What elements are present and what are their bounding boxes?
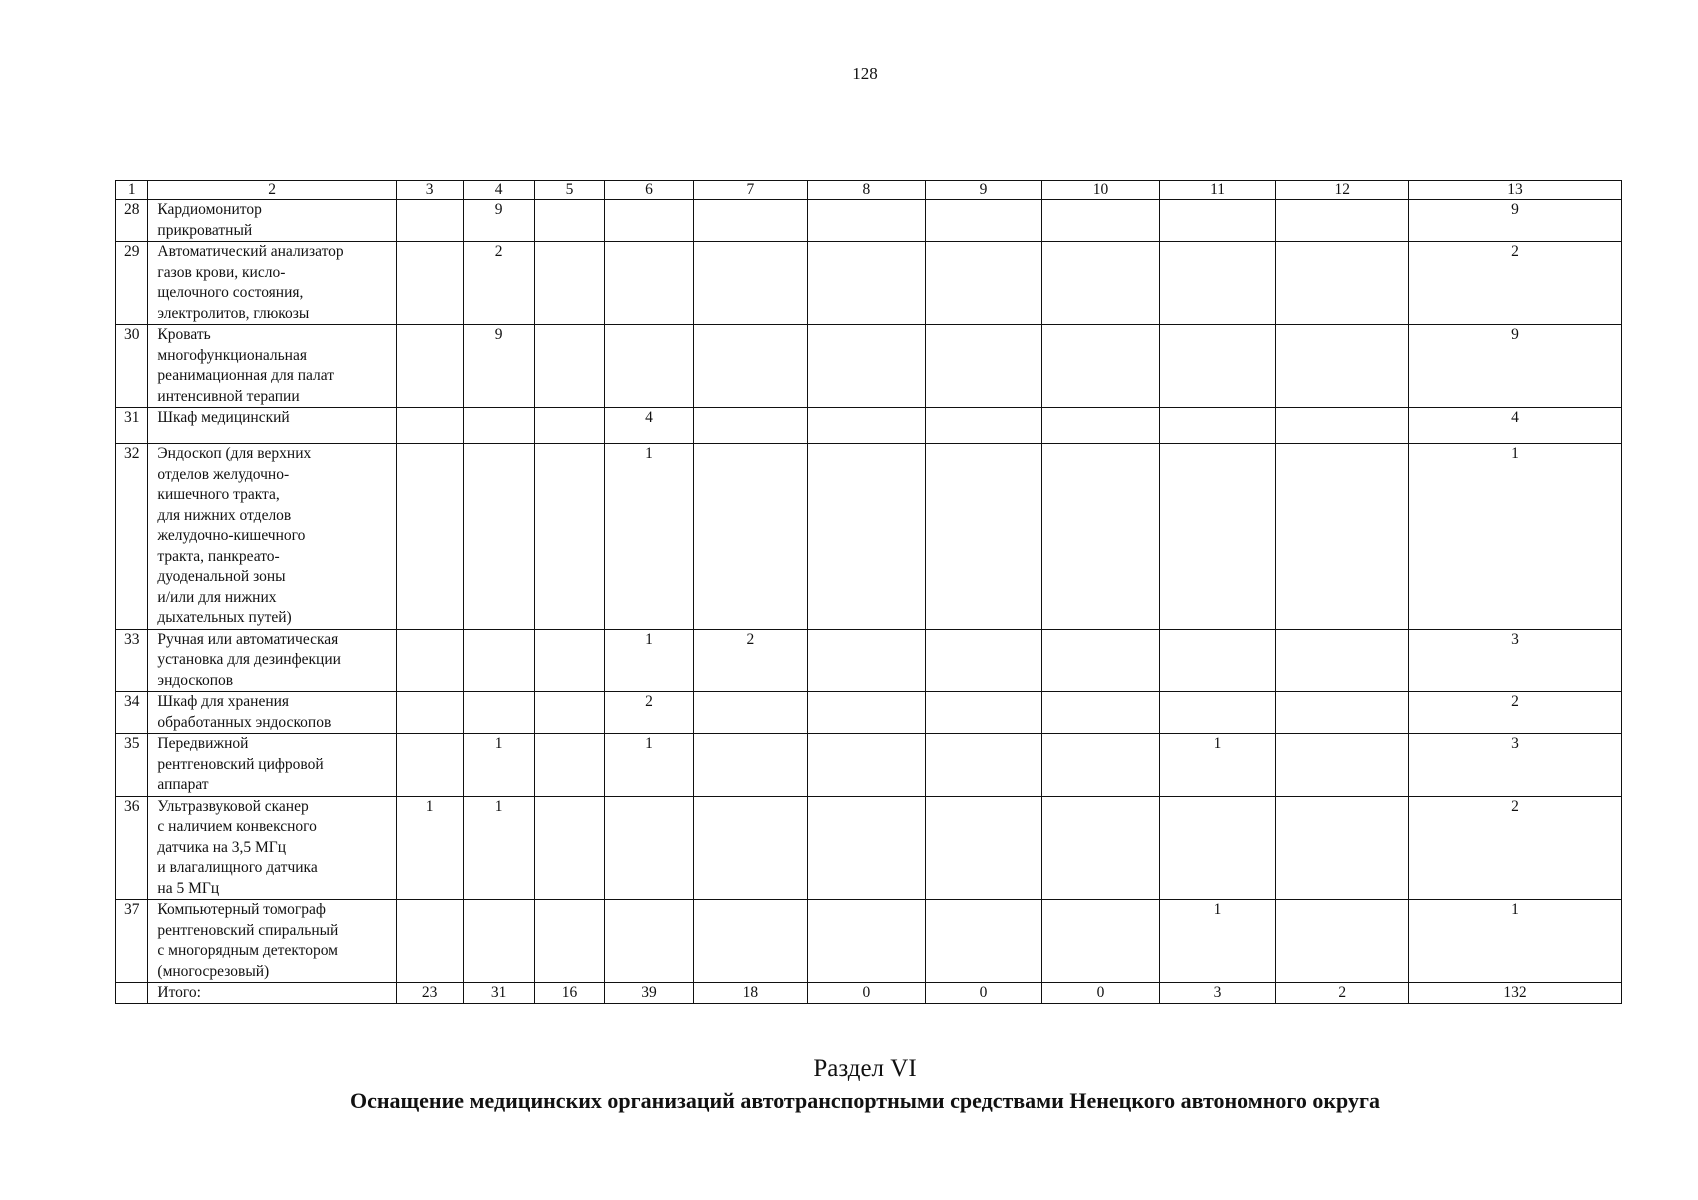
quantity-cell xyxy=(605,242,693,325)
quantity-cell xyxy=(693,692,808,734)
page-number: 128 xyxy=(852,64,878,83)
quantity-cell xyxy=(808,692,926,734)
quantity-cell xyxy=(1042,200,1160,242)
quantity-cell xyxy=(463,629,534,692)
quantity-cell xyxy=(1276,692,1409,734)
row-number-cell: 31 xyxy=(116,408,148,444)
quantity-cell: 9 xyxy=(463,200,534,242)
row-number-cell: 33 xyxy=(116,629,148,692)
equipment-name-cell: Компьютерный томограф рентгеновский спиральный с многорядным детектором (многосрезовый) xyxy=(148,900,396,983)
quantity-cell xyxy=(534,242,605,325)
table-row xyxy=(116,242,1622,325)
quantity-cell xyxy=(1159,408,1276,444)
quantity-cell xyxy=(1042,629,1160,692)
quantity-cell xyxy=(808,796,926,900)
total-cell: 18 xyxy=(693,983,808,1004)
quantity-cell: 2 xyxy=(693,629,808,692)
quantity-cell xyxy=(396,242,463,325)
quantity-cell xyxy=(925,242,1042,325)
quantity-cell xyxy=(396,692,463,734)
row-number-cell: 28 xyxy=(116,200,148,242)
equipment-name-cell: Ультразвуковой сканер с наличием конвексного датчика на 3,5 МГц и влагалищного датчика на 5 МГц xyxy=(148,796,396,900)
row-number-cell: 30 xyxy=(116,325,148,408)
table-row xyxy=(116,692,1622,734)
header-cell: 6 xyxy=(605,181,693,200)
quantity-cell xyxy=(1276,796,1409,900)
header-cell: 7 xyxy=(693,181,808,200)
quantity-cell xyxy=(396,408,463,444)
equipment-name-cell: Эндоскоп (для верхних отделов желудочно- кишечного тракта, для нижних отделов желудочно-кишечного тракта, панкреато- дуоденальной зоны и/или для нижних дыхательных путей) xyxy=(148,444,396,630)
row-number-cell: 34 xyxy=(116,692,148,734)
quantity-cell: 4 xyxy=(605,408,693,444)
total-cell: 39 xyxy=(605,983,693,1004)
total-cell: 23 xyxy=(396,983,463,1004)
quantity-cell xyxy=(925,796,1042,900)
equipment-name-cell: Автоматический анализатор газов крови, кисло- щелочного состояния, электролитов, глюкозы xyxy=(148,242,396,325)
quantity-cell: 1 xyxy=(605,734,693,797)
section-title: Раздел VI xyxy=(813,1055,917,1082)
equipment-name-cell: Шкаф для хранения обработанных эндоскопов xyxy=(148,692,396,734)
quantity-cell xyxy=(1276,629,1409,692)
quantity-cell xyxy=(396,734,463,797)
equipment-name-cell: Кардиомонитор прикроватный xyxy=(148,200,396,242)
quantity-cell xyxy=(1042,242,1160,325)
quantity-cell xyxy=(605,325,693,408)
total-cell: 2 xyxy=(1276,983,1409,1004)
quantity-cell xyxy=(693,242,808,325)
quantity-cell xyxy=(463,408,534,444)
header-cell: 3 xyxy=(396,181,463,200)
total-cell xyxy=(116,983,148,1004)
quantity-cell xyxy=(1159,242,1276,325)
quantity-cell: 2 xyxy=(605,692,693,734)
quantity-cell xyxy=(808,444,926,630)
quantity-cell xyxy=(1276,200,1409,242)
quantity-cell: 1 xyxy=(396,796,463,900)
quantity-cell xyxy=(808,900,926,983)
quantity-cell xyxy=(693,200,808,242)
quantity-cell: 2 xyxy=(1409,242,1622,325)
quantity-cell xyxy=(534,629,605,692)
quantity-cell xyxy=(534,692,605,734)
quantity-cell: 3 xyxy=(1409,629,1622,692)
quantity-cell xyxy=(1276,900,1409,983)
quantity-cell xyxy=(693,325,808,408)
quantity-cell xyxy=(1042,796,1160,900)
table-row xyxy=(116,629,1622,692)
quantity-cell xyxy=(534,734,605,797)
quantity-cell xyxy=(396,444,463,630)
quantity-cell xyxy=(1042,734,1160,797)
total-row xyxy=(116,983,1622,1004)
table-row xyxy=(116,734,1622,797)
quantity-cell xyxy=(1042,408,1160,444)
quantity-cell: 3 xyxy=(1409,734,1622,797)
table-row xyxy=(116,325,1622,408)
table-row xyxy=(116,200,1622,242)
quantity-cell: 1 xyxy=(1409,900,1622,983)
quantity-cell xyxy=(693,408,808,444)
total-cell: 0 xyxy=(808,983,926,1004)
quantity-cell xyxy=(808,629,926,692)
quantity-cell xyxy=(808,734,926,797)
equipment-name-cell: Ручная или автоматическая установка для дезинфекции эндоскопов xyxy=(148,629,396,692)
quantity-cell xyxy=(1276,325,1409,408)
header-cell: 5 xyxy=(534,181,605,200)
quantity-cell xyxy=(1276,242,1409,325)
quantity-cell xyxy=(1042,900,1160,983)
quantity-cell: 1 xyxy=(605,629,693,692)
header-cell: 12 xyxy=(1276,181,1409,200)
total-cell: 3 xyxy=(1159,983,1276,1004)
quantity-cell xyxy=(1159,200,1276,242)
quantity-cell xyxy=(534,200,605,242)
quantity-cell xyxy=(1159,796,1276,900)
quantity-cell xyxy=(808,408,926,444)
quantity-cell xyxy=(1276,408,1409,444)
quantity-cell xyxy=(925,629,1042,692)
quantity-cell: 9 xyxy=(1409,325,1622,408)
equipment-table xyxy=(115,180,1622,1004)
quantity-cell: 1 xyxy=(605,444,693,630)
table-row xyxy=(116,900,1622,983)
quantity-cell xyxy=(605,796,693,900)
quantity-cell xyxy=(1042,692,1160,734)
equipment-name-cell: Кровать многофункциональная реанимационная для палат интенсивной терапии xyxy=(148,325,396,408)
quantity-cell xyxy=(925,325,1042,408)
total-cell: 0 xyxy=(925,983,1042,1004)
row-number-cell: 37 xyxy=(116,900,148,983)
quantity-cell xyxy=(693,444,808,630)
quantity-cell xyxy=(925,444,1042,630)
equipment-name-cell: Передвижной рентгеновский цифровой аппарат xyxy=(148,734,396,797)
row-number-cell: 29 xyxy=(116,242,148,325)
quantity-cell: 1 xyxy=(463,796,534,900)
quantity-cell xyxy=(1159,629,1276,692)
quantity-cell xyxy=(1276,444,1409,630)
header-cell: 11 xyxy=(1159,181,1276,200)
quantity-cell: 2 xyxy=(1409,692,1622,734)
quantity-cell: 2 xyxy=(1409,796,1622,900)
quantity-cell xyxy=(1042,444,1160,630)
quantity-cell xyxy=(1276,734,1409,797)
quantity-cell xyxy=(925,900,1042,983)
quantity-cell: 1 xyxy=(1159,900,1276,983)
row-number-cell: 35 xyxy=(116,734,148,797)
section-subtitle: Оснащение медицинских организаций автотранспортными средствами Ненецкого автономного округа xyxy=(350,1088,1380,1113)
header-cell: 9 xyxy=(925,181,1042,200)
total-cell: 16 xyxy=(534,983,605,1004)
quantity-cell: 2 xyxy=(463,242,534,325)
quantity-cell xyxy=(463,900,534,983)
quantity-cell xyxy=(1042,325,1160,408)
row-number-cell: 32 xyxy=(116,444,148,630)
quantity-cell xyxy=(534,325,605,408)
header-cell: 1 xyxy=(116,181,148,200)
table-row xyxy=(116,444,1622,630)
quantity-cell xyxy=(808,242,926,325)
quantity-cell xyxy=(396,325,463,408)
quantity-cell xyxy=(808,325,926,408)
quantity-cell xyxy=(925,408,1042,444)
header-cell: 10 xyxy=(1042,181,1160,200)
quantity-cell xyxy=(693,900,808,983)
header-cell: 8 xyxy=(808,181,926,200)
quantity-cell xyxy=(605,200,693,242)
quantity-cell xyxy=(534,444,605,630)
quantity-cell xyxy=(925,734,1042,797)
quantity-cell: 9 xyxy=(463,325,534,408)
quantity-cell: 9 xyxy=(1409,200,1622,242)
quantity-cell xyxy=(1159,692,1276,734)
quantity-cell xyxy=(925,200,1042,242)
table-row xyxy=(116,796,1622,900)
header-cell: 2 xyxy=(148,181,396,200)
quantity-cell xyxy=(463,692,534,734)
total-label: Итого: xyxy=(148,983,396,1004)
quantity-cell xyxy=(463,444,534,630)
quantity-cell xyxy=(534,796,605,900)
quantity-cell xyxy=(808,200,926,242)
quantity-cell xyxy=(925,692,1042,734)
quantity-cell xyxy=(534,408,605,444)
equipment-name-cell: Шкаф медицинский xyxy=(148,408,396,444)
quantity-cell: 1 xyxy=(463,734,534,797)
quantity-cell xyxy=(396,629,463,692)
quantity-cell xyxy=(693,796,808,900)
table-row xyxy=(116,408,1622,444)
quantity-cell xyxy=(396,900,463,983)
row-number-cell: 36 xyxy=(116,796,148,900)
quantity-cell xyxy=(693,734,808,797)
quantity-cell xyxy=(605,900,693,983)
quantity-cell xyxy=(1159,444,1276,630)
total-cell: 31 xyxy=(463,983,534,1004)
quantity-cell: 1 xyxy=(1409,444,1622,630)
total-cell: 0 xyxy=(1042,983,1160,1004)
table-header-row xyxy=(116,181,1622,200)
quantity-cell: 1 xyxy=(1159,734,1276,797)
total-cell: 132 xyxy=(1409,983,1622,1004)
quantity-cell: 4 xyxy=(1409,408,1622,444)
quantity-cell xyxy=(534,900,605,983)
quantity-cell xyxy=(1159,325,1276,408)
header-cell: 4 xyxy=(463,181,534,200)
header-cell: 13 xyxy=(1409,181,1622,200)
quantity-cell xyxy=(396,200,463,242)
